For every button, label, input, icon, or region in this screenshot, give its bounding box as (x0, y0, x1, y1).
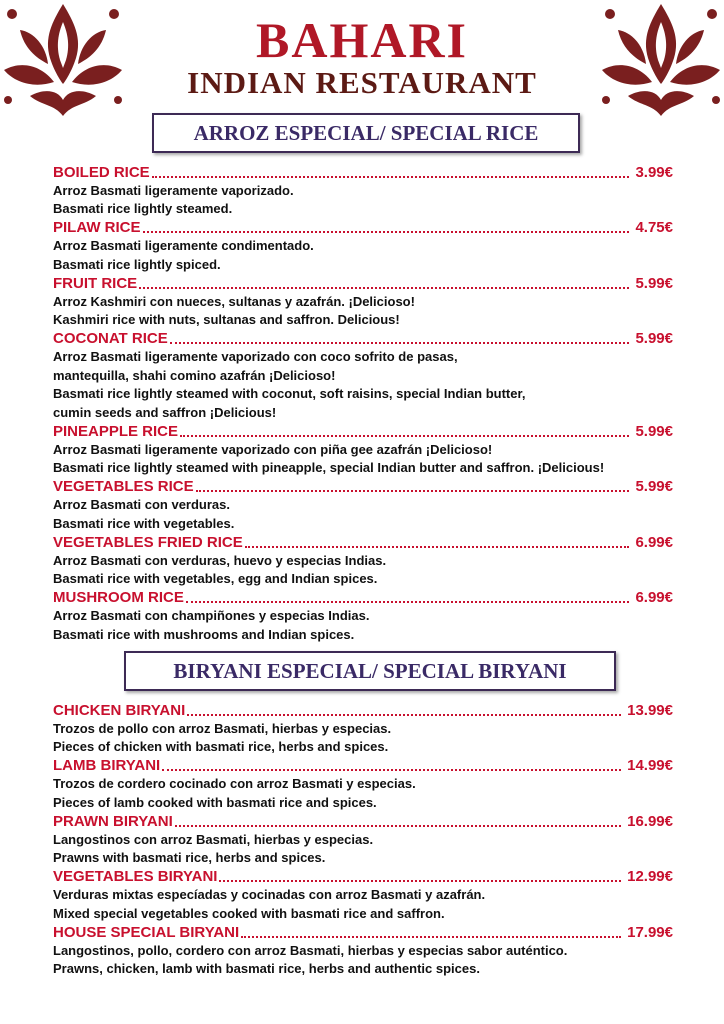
menu-item (53, 701, 673, 757)
menu-item-description: Langostinos, pollo, cordero con arroz Basmati, hierbas y especias sabor auténtico. (53, 942, 568, 958)
restaurant-subtitle: INDIAN RESTAURANT (187, 65, 537, 100)
menu-item-description: Arroz Basmati ligeramente vaporizado con coco sofrito de pasas, (53, 349, 458, 364)
menu-item-description: Trozos de pollo con arroz Basmati, hierbas y especias. (53, 720, 392, 736)
menu-item-description: Basmati rice with mushrooms and Indian spices. (53, 626, 355, 642)
menu-item-header (53, 533, 673, 552)
dot-leader (196, 490, 630, 492)
menu-item-header (53, 330, 673, 349)
special-biryani-heading: BIRYANI ESPECIAL/ SPECIAL BIRYANI (124, 651, 616, 691)
menu-item-description: mantequilla, shahi comino azafrán ¡Delicioso! (53, 367, 336, 383)
menu-item-header (53, 219, 673, 238)
menu-item-header (53, 923, 673, 942)
menu-item-description: Langostinos con arroz Basmati, hierbas y especias. (53, 831, 374, 847)
menu-item-name: PRAWN BIRYANI (53, 812, 173, 830)
menu-item-description: Arroz Basmati ligeramente vaporizado. (53, 182, 294, 198)
menu-item (53, 163, 673, 219)
menu-item-name: BOILED RICE (53, 163, 150, 181)
menu-item-price: 4.75€ (635, 219, 673, 236)
menu-item-price: 17.99€ (627, 923, 673, 941)
menu-item-price: 14.99€ (627, 757, 673, 774)
menu-item-description: Mixed special vegetables cooked with basmati rice and saffron. (53, 905, 445, 921)
menu-item-name: VEGETABLES RICE (53, 478, 194, 495)
menu-item-price: 5.99€ (635, 274, 673, 292)
menu-item-description: Pieces of chicken with basmati rice, herbs and spices. (53, 739, 389, 754)
menu-item-header (53, 868, 673, 887)
menu-item-description: Prawns, chicken, lamb with basmati rice, herbs and authentic spices. (53, 961, 480, 976)
menu-item-description: Arroz Basmati con verduras. (53, 497, 231, 512)
menu-item-description: Arroz Basmati ligeramente condimentado. (53, 238, 314, 253)
menu-item-description: Arroz Basmati con verduras, huevo y especias Indias. (53, 552, 387, 568)
menu-item-name: CHICKEN BIRYANI (53, 701, 186, 719)
menu-item (53, 757, 673, 813)
menu-item (53, 422, 673, 478)
menu-item-header (53, 701, 673, 720)
menu-item-header (53, 589, 673, 608)
menu-item-description: Arroz Basmati ligeramente vaporizado con piña gee azafrán ¡Delicioso! (53, 441, 493, 457)
dot-leader (175, 825, 621, 827)
menu-item (53, 923, 673, 979)
menu-item-name: VEGETABLES FRIED RICE (53, 533, 243, 551)
menu-item-name: PINEAPPLE RICE (53, 422, 179, 440)
menu-item-header (53, 757, 673, 776)
special-rice-heading: ARROZ ESPECIAL/ SPECIAL RICE (152, 113, 580, 153)
menu-item (53, 589, 673, 645)
dot-leader (180, 435, 629, 437)
dot-leader (219, 880, 621, 882)
dot-leader (187, 714, 621, 716)
menu-item (53, 219, 673, 275)
menu-item-header (53, 163, 673, 182)
menu-item-header (53, 422, 673, 441)
menu-item-description: Pieces of lamb cooked with basmati rice and spices. (53, 794, 377, 810)
menu-item-description: Basmati rice with vegetables, egg and Indian spices. (53, 571, 378, 586)
menu-item-description: Basmati rice with vegetables. (53, 515, 235, 531)
menu-item-price: 13.99€ (627, 701, 673, 719)
restaurant-name: BAHARI (255, 12, 469, 68)
menu-item (53, 868, 673, 924)
dot-leader (143, 231, 630, 233)
dot-leader (170, 342, 630, 344)
menu-item-description: Trozos de cordero cocinado con arroz Basmati y especias. (53, 776, 416, 791)
dot-leader (152, 176, 630, 178)
menu-item-price: 5.99€ (635, 422, 673, 440)
menu-item (53, 478, 673, 534)
dot-leader (139, 287, 629, 289)
menu-item-price: 6.99€ (635, 533, 673, 551)
menu-item-price: 5.99€ (635, 478, 673, 495)
menu-item (53, 812, 673, 868)
menu-item-description: Basmati rice lightly steamed. (53, 201, 233, 216)
menu-item-description: Basmati rice lightly steamed with coconut, soft raisins, special Indian butter, (53, 386, 526, 401)
menu-item-name: MUSHROOM RICE (53, 589, 184, 606)
menu-item-description: Arroz Kashmiri con nueces, sultanas y azafrán. ¡Delicioso! (53, 293, 415, 309)
menu-item-price: 16.99€ (627, 812, 673, 830)
dot-leader (245, 546, 630, 548)
menu-item-description: Verduras mixtas especíadas y cocinadas con arroz Basmati y azafrán. (53, 887, 486, 902)
special-biryani-list (53, 701, 673, 979)
menu-item-header (53, 812, 673, 831)
menu-item-name: VEGETABLES BIRYANI (53, 868, 218, 885)
menu-item-name: PILAW RICE (53, 219, 141, 236)
menu-item-name: FRUIT RICE (53, 274, 138, 292)
restaurant-header (0, 14, 724, 100)
menu-item-header (53, 274, 673, 293)
menu-item-name: LAMB BIRYANI (53, 757, 161, 774)
menu-item-name: COCONAT RICE (53, 330, 168, 347)
dot-leader (162, 769, 621, 771)
menu-item-price: 6.99€ (635, 589, 673, 606)
menu-item-name: HOUSE SPECIAL BIRYANI (53, 923, 240, 941)
menu-item-price: 3.99€ (635, 163, 673, 181)
menu-item-header (53, 478, 673, 497)
menu-item-description: Basmati rice lightly spiced. (53, 256, 221, 272)
menu-item-description: Arroz Basmati con champiñones y especias Indias. (53, 608, 370, 623)
menu-item-description: Basmati rice lightly steamed with pineapple, special Indian butter and saffron. ¡Delicious! (53, 460, 605, 475)
menu-item (53, 533, 673, 589)
menu-item (53, 274, 673, 330)
dot-leader (186, 601, 630, 603)
menu-item-price: 5.99€ (635, 330, 673, 347)
special-rice-list (53, 163, 673, 644)
menu-item-description: cumin seeds and saffron ¡Delicious! (53, 404, 277, 420)
menu-item-description: Prawns with basmati rice, herbs and spices. (53, 850, 326, 865)
menu-item-price: 12.99€ (627, 868, 673, 885)
dot-leader (241, 936, 621, 938)
menu-item-description: Kashmiri rice with nuts, sultanas and saffron. Delicious! (53, 312, 400, 327)
menu-item (53, 330, 673, 423)
